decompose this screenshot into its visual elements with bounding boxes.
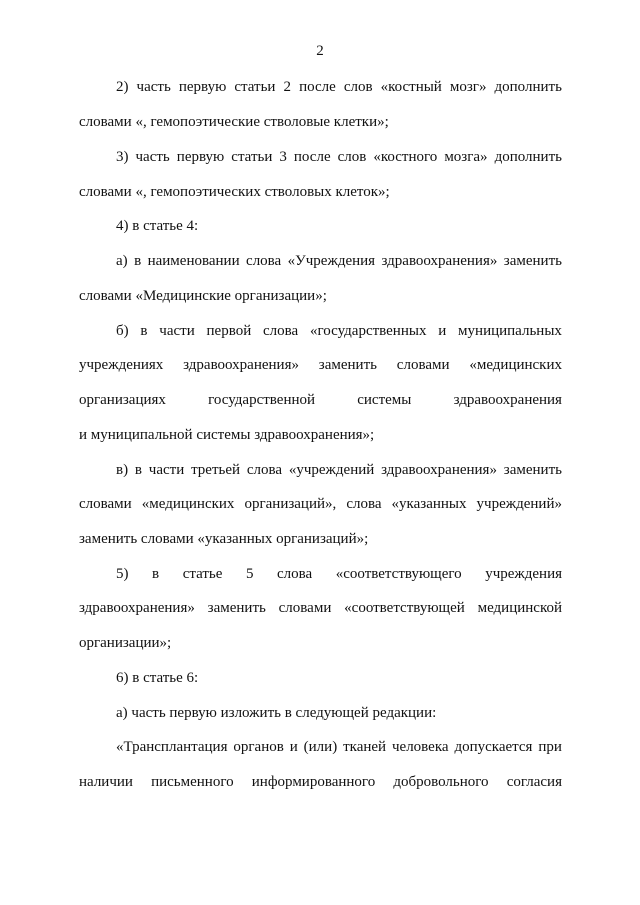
paragraph-line: [79, 599, 562, 617]
word: «костный: [380, 79, 442, 95]
paragraph-line: [116, 322, 562, 340]
word: учреждения: [485, 566, 562, 582]
paragraph-line: [116, 78, 562, 96]
word: слова: [246, 462, 283, 478]
word: муниципальных: [458, 323, 562, 339]
word: первую: [176, 149, 225, 165]
paragraph-line: а) часть первую изложить в следующей редакции:: [116, 705, 437, 721]
word: согласия: [506, 774, 562, 790]
paragraph-line: словами «, гемопоэтических стволовых клеток»;: [79, 184, 390, 200]
word: и: [438, 323, 447, 339]
paragraph-line: заменить словами «указанных организаций»;: [79, 531, 369, 547]
word: допускается: [454, 739, 533, 755]
word: статьи: [234, 79, 276, 95]
paragraph-line: [116, 252, 562, 270]
paragraph-line: [79, 356, 562, 374]
word: 3): [116, 149, 129, 165]
paragraph-line: организации»;: [79, 635, 172, 651]
word: государственной: [208, 392, 316, 408]
word: «государственных: [309, 323, 427, 339]
word: в: [152, 566, 160, 582]
word: первой: [206, 323, 252, 339]
paragraph-line: словами «Медицинские организации»;: [79, 288, 327, 304]
word: статье: [182, 566, 223, 582]
word: 5): [116, 566, 129, 582]
word: слова: [246, 253, 282, 269]
word: «медицинских: [469, 357, 562, 373]
word: здравоохранения»: [183, 357, 299, 373]
paragraph-line: и муниципальной системы здравоохранения»;: [79, 427, 375, 443]
word: статьи: [231, 149, 273, 165]
word: заменить: [318, 357, 377, 373]
word: «указанных: [391, 496, 467, 512]
word: здравоохранения»: [79, 600, 195, 616]
paragraph-line: [79, 773, 562, 791]
word: тканей: [343, 739, 387, 755]
word: добровольного: [393, 774, 489, 790]
word: мозг»: [449, 79, 487, 95]
word: после: [299, 79, 336, 95]
word: после: [293, 149, 331, 165]
word: часть: [135, 149, 170, 165]
word: организациях: [79, 392, 166, 408]
word: 5: [245, 566, 254, 582]
word: письменного: [151, 774, 234, 790]
paragraph-line: словами «, гемопоэтические стволовые клетки»;: [79, 114, 389, 130]
word: дополнить: [494, 149, 562, 165]
word: информированного: [251, 774, 376, 790]
word: здравоохранения: [453, 392, 562, 408]
word: слова: [263, 323, 299, 339]
word: «соответствующей: [344, 600, 465, 616]
word: дополнить: [494, 79, 562, 95]
paragraph-line: 6) в статье 6:: [116, 670, 199, 686]
word: третьей: [191, 462, 241, 478]
word: заменить: [503, 462, 562, 478]
word: слов: [343, 79, 373, 95]
word: в: [134, 462, 142, 478]
word: при: [538, 739, 562, 755]
paragraph-line: [79, 391, 562, 409]
word: первую: [178, 79, 227, 95]
word: (или): [303, 739, 338, 755]
word: в: [134, 253, 142, 269]
paragraph-line: [116, 461, 562, 479]
paragraph-line: [116, 565, 562, 583]
word: «Учреждения: [287, 253, 376, 269]
word: 2: [283, 79, 292, 95]
paragraph-line: [116, 738, 562, 756]
word: «костного: [373, 149, 438, 165]
word: а): [116, 253, 128, 269]
word: «соответствующего: [335, 566, 462, 582]
paragraph-line: [79, 495, 562, 513]
word: здравоохранения»: [381, 253, 498, 269]
page-number: 2: [316, 43, 324, 59]
word: части: [148, 462, 185, 478]
word: системы: [357, 392, 412, 408]
paragraph-line: 4) в статье 4:: [116, 218, 199, 234]
word: в): [116, 462, 129, 478]
word: слова: [277, 566, 313, 582]
word: 3: [279, 149, 287, 165]
word: мозга»: [444, 149, 488, 165]
word: здравоохранения»: [381, 462, 497, 478]
word: заменить: [207, 600, 266, 616]
word: учреждениях: [79, 357, 164, 373]
word: «Трансплантация: [116, 739, 228, 755]
word: заменить: [503, 253, 562, 269]
paragraph-line: [116, 148, 562, 166]
word: в: [140, 323, 148, 339]
word: наличии: [79, 774, 133, 790]
word: слов: [337, 149, 367, 165]
word: словами: [278, 600, 332, 616]
word: медицинской: [477, 600, 562, 616]
word: организаций»,: [244, 496, 337, 512]
word: слова: [346, 496, 382, 512]
word: части: [159, 323, 195, 339]
word: наименовании: [147, 253, 240, 269]
word: человека: [392, 739, 449, 755]
word: словами: [79, 496, 132, 512]
word: и: [289, 739, 298, 755]
word: учреждений»: [476, 496, 562, 512]
word: 2): [116, 79, 129, 95]
word: «учреждений: [288, 462, 375, 478]
word: «медицинских: [141, 496, 235, 512]
word: органов: [233, 739, 284, 755]
word: словами: [396, 357, 450, 373]
word: б): [116, 323, 129, 339]
word: часть: [136, 79, 171, 95]
